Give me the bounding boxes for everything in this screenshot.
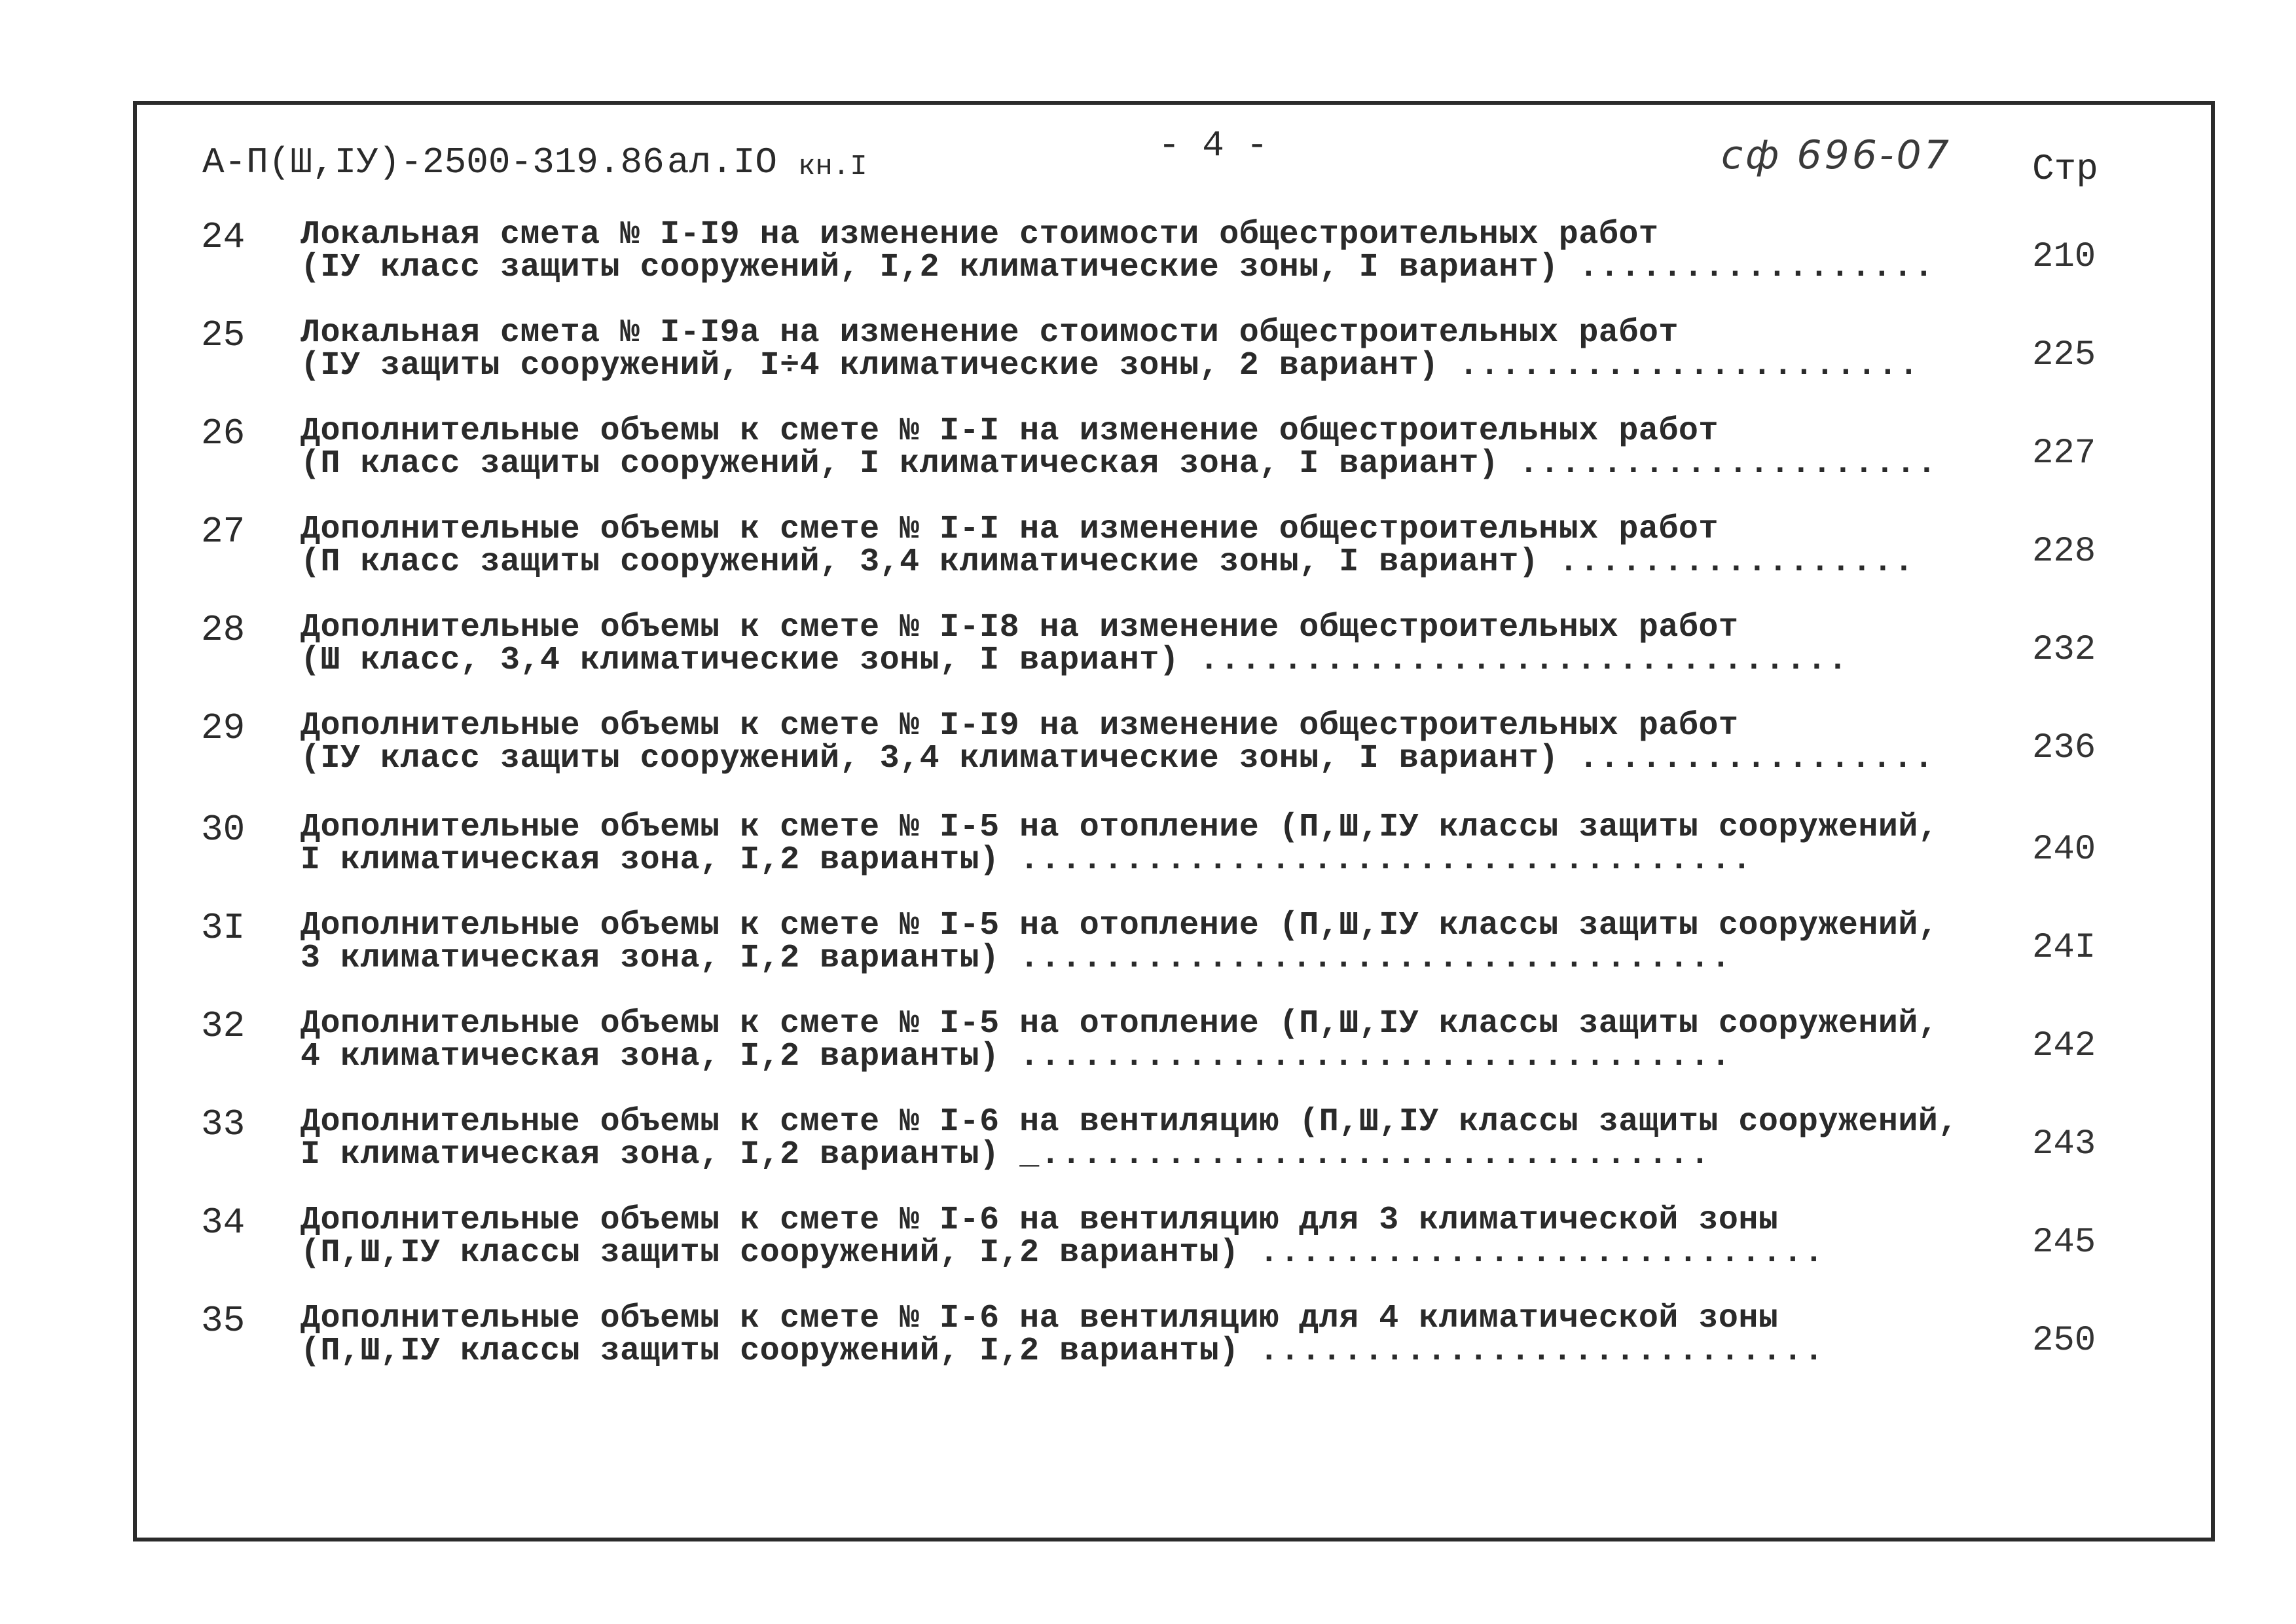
document-code: А-П(Ш,IУ)-2500-319.86 [202, 141, 665, 183]
row-number: 33 [201, 1103, 246, 1145]
row-title: Дополнительные объемы к смете № I-6 на вентиляцию для 3 климатической зоны [301, 1202, 1779, 1239]
archive-number: сф 696-07 [1721, 132, 1952, 178]
row-title: Дополнительные объемы к смете № I-I на изменение общестроительных работ [301, 413, 1719, 450]
toc-row [137, 216, 2211, 308]
row-subtitle: (IУ класс защиты сооружений, 3,4 климатические зоны, I вариант) ................. [301, 740, 1935, 777]
row-page: 240 [2032, 830, 2096, 870]
row-number: 34 [201, 1202, 246, 1244]
row-page: 232 [2032, 630, 2096, 670]
row-subtitle: (П,Ш,IУ классы защиты сооружений, I,2 варианты) ........................... [301, 1333, 1825, 1370]
row-title: Дополнительные объемы к смете № I-I8 на изменение общестроительных работ [301, 609, 1739, 646]
row-number: 30 [201, 809, 246, 851]
row-title: Дополнительные объемы к смете № I-6 на вентиляцию для 4 климатической зоны [301, 1300, 1779, 1337]
row-title: Дополнительные объемы к смете № I-I на изменение общестроительных работ [301, 511, 1719, 548]
row-number: 32 [201, 1005, 246, 1047]
toc-row [137, 1300, 2211, 1392]
row-subtitle: (IУ защиты сооружений, I÷4 климатические зоны, 2 вариант) ...................... [301, 347, 1920, 384]
row-page: 242 [2032, 1026, 2096, 1066]
row-page: 236 [2032, 728, 2096, 768]
row-subtitle: (П класс защиты сооружений, 3,4 климатические зоны, I вариант) ................. [301, 544, 1915, 581]
row-title: Дополнительные объемы к смете № I-I9 на изменение общестроительных работ [301, 707, 1739, 745]
toc-row [137, 1202, 2211, 1293]
toc-row [137, 609, 2211, 701]
toc-row [137, 809, 2211, 900]
row-page: 225 [2032, 335, 2096, 375]
toc-row [137, 413, 2211, 504]
toc-row [137, 907, 2211, 999]
row-number: 29 [201, 707, 246, 749]
page-number: - 4 - [1158, 124, 1269, 166]
toc-row [137, 1005, 2211, 1097]
row-subtitle: 4 климатическая зона, I,2 варианты) .................................. [301, 1038, 1732, 1075]
row-number: 25 [201, 314, 246, 356]
row-number: 26 [201, 413, 246, 454]
row-page: 227 [2032, 434, 2096, 473]
row-number: 27 [201, 511, 246, 553]
row-page: 210 [2032, 237, 2096, 277]
row-subtitle: (П класс защиты сооружений, I климатическая зона, I вариант) .................... [301, 445, 1938, 483]
album-label: ал.IO [667, 141, 778, 183]
row-subtitle: I климатическая зона, I,2 варианты) _................................ [301, 1136, 1711, 1173]
row-subtitle: (П,Ш,IУ классы защиты сооружений, I,2 варианты) ........................... [301, 1234, 1825, 1272]
row-number: 28 [201, 609, 246, 651]
row-title: Дополнительные объемы к смете № I-5 на отопление (П,Ш,IУ классы защиты сооружений, [301, 809, 1939, 846]
row-number: 24 [201, 216, 246, 258]
row-page: 245 [2032, 1223, 2096, 1263]
row-subtitle: (IУ класс защиты сооружений, I,2 климатические зоны, I вариант) ................. [301, 249, 1935, 286]
book-label: кн.I [798, 151, 867, 183]
toc-row [137, 707, 2211, 799]
page-column-header: Стр [2032, 148, 2098, 190]
row-title: Дополнительные объемы к смете № I-5 на отопление (П,Ш,IУ классы защиты сооружений, [301, 1005, 1939, 1043]
row-title: Дополнительные объемы к смете № I-6 на вентиляцию (П,Ш,IУ классы защиты сооружений, [301, 1103, 1958, 1141]
toc-row [137, 1103, 2211, 1195]
row-title: Локальная смета № I-I9 на изменение стоимости общестроительных работ [301, 216, 1659, 253]
sheet-frame [133, 101, 2215, 1541]
row-page: 243 [2032, 1124, 2096, 1164]
row-subtitle: I климатическая зона, I,2 варианты) ................................... [301, 841, 1753, 879]
row-number: 3I [201, 907, 246, 949]
toc-row [137, 314, 2211, 406]
row-number: 35 [201, 1300, 246, 1342]
row-page: 24I [2032, 928, 2096, 968]
row-subtitle: (Ш класс, 3,4 климатические зоны, I вариант) ............................... [301, 642, 1849, 679]
row-page: 228 [2032, 532, 2096, 572]
row-subtitle: 3 климатическая зона, I,2 варианты) .................................. [301, 940, 1732, 977]
row-title: Дополнительные объемы к смете № I-5 на отопление (П,Ш,IУ классы защиты сооружений, [301, 907, 1939, 944]
toc-row [137, 511, 2211, 602]
row-title: Локальная смета № I-I9а на изменение стоимости общестроительных работ [301, 314, 1679, 352]
row-page: 250 [2032, 1321, 2096, 1361]
